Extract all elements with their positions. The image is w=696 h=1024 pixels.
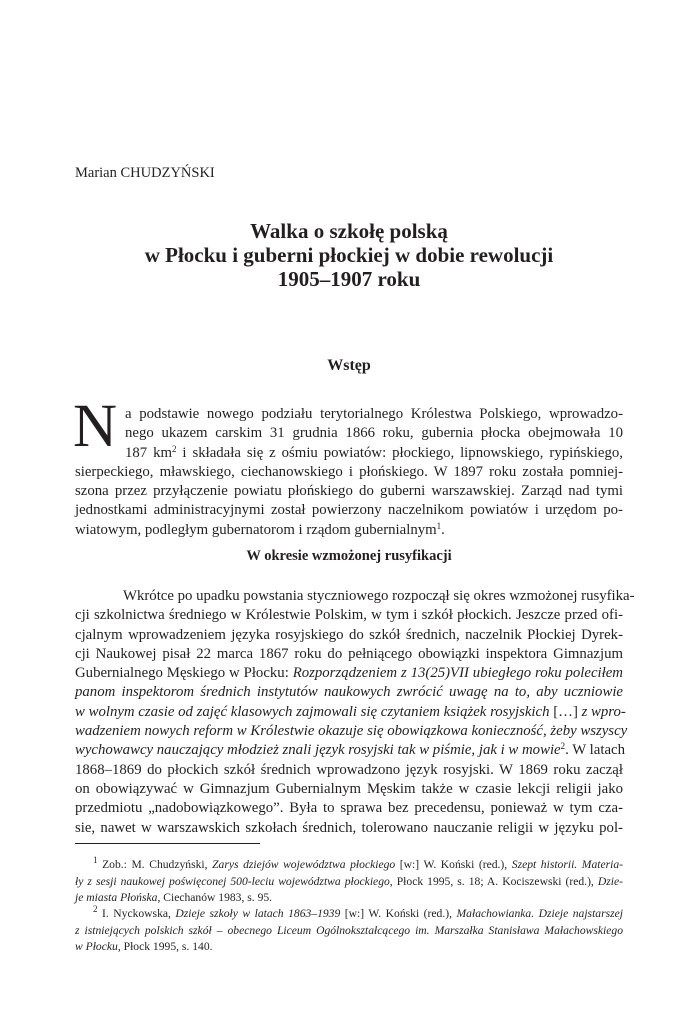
text-line: sie, nawet w warszawskich szkołach średnich, tolerowano nauczanie religii w języku pol- <box>75 819 623 836</box>
text-run: Gubernialnego Męskiego w Płocku: <box>75 665 293 682</box>
footnote-1 <box>75 857 623 907</box>
text-line: Wkrótce po upadku powstania styczniowego rozpoczął się okres wzmożonej rusyfika- <box>123 588 635 604</box>
text-line <box>75 741 623 760</box>
text-line <box>75 444 623 463</box>
quote-text: wadzeniem nowych reform w Królestwie okazuje się obowiązkowa konieczność, żeby wszyscy <box>75 723 628 740</box>
text-run: , Ciechanów 1983, s. 95. <box>157 891 273 904</box>
footnote-line <box>75 939 623 956</box>
text-line <box>75 703 626 722</box>
text-run: . W latach <box>565 742 625 759</box>
section-heading-russification: W okresie wzmożonej rusyfikacji <box>246 548 452 564</box>
footnote-2 <box>75 906 623 956</box>
text-line: a podstawie nowego podziału terytorialnego Królestwa Polskiego, wprowadzo- <box>125 406 623 422</box>
superscript: 2 <box>172 443 177 454</box>
text-run: [w:] W. Koński (red.), <box>340 907 457 920</box>
section-heading-intro: Wstęp <box>327 357 371 374</box>
text-run: I. Nyckowska, <box>97 907 176 920</box>
text-run: je miasta Płońska <box>75 891 158 904</box>
footnote-divider <box>75 843 260 844</box>
text-run: Dzieje szkoły w latach 1863–1939 <box>175 907 341 920</box>
body-paragraph <box>75 587 635 838</box>
title-line-2: w Płocku i guberni płockiej w dobie rewolucji <box>144 243 554 267</box>
author-name: Marian CHUDZYŃSKI <box>75 165 215 181</box>
footnote-line: z istniejących polskich szkół – obecnego Liceum Ogólnokształcącego im. Marszałka Stanisława Małachowskiego <box>75 923 623 937</box>
text-run: w Płocku <box>75 940 118 953</box>
quote-text: wychowawcy nauczający młodzież znali język rosyjski tak w piśmie, jak i w mowie <box>75 742 561 759</box>
text-line: jednostkami administracyjnymi został powierzony naczelnikom powiatów i urzędom po- <box>75 502 623 519</box>
text-line: cji szkolnictwa średniego w Królestwie Polskim, w tym i szkół płockich. Jeszcze przed ofi- <box>75 607 623 624</box>
text-run: , Płock 1995, s. 18; A. Kociszewski (red.), <box>389 874 598 888</box>
footnote-number: 2 <box>93 904 98 914</box>
text-line: cji Naukowej pisał 22 marca 1867 roku do pełniącego obowiązki inspektora Gimnazjum <box>75 645 623 662</box>
text-run: Dzie- <box>597 874 623 888</box>
text-line: 1868–1869 do płockich szkół średnich wprowadzono język rosyjski. W 1869 roku zaczął <box>75 761 623 778</box>
text-line: on obowiązywać w Gimnazjum Gubernialnym Męskim także w czasie lekcji religii jako <box>75 780 623 797</box>
title-line-3: 1905–1907 roku <box>277 267 421 291</box>
intro-paragraph <box>75 405 623 540</box>
text-run: […] <box>549 703 582 720</box>
text-run: ły z sesji naukowej poświęconej 500-leciu województwa płockiego <box>75 874 390 888</box>
drop-cap: N <box>73 393 118 460</box>
text-run: Zob.: M. Chudzyński, <box>97 858 213 871</box>
footnote-line <box>75 890 623 907</box>
footnote-line <box>75 874 623 891</box>
text-line <box>75 521 623 540</box>
footnote-line <box>75 857 623 874</box>
text-line <box>75 664 623 683</box>
text-run: i składała się z ośmiu powiatów: płockiego, lipnowskiego, rypińskiego, <box>176 444 623 461</box>
quote-text: panom inspektorom średnich instytutów naukowych zwrócić uwagę na to, aby uczniowie <box>75 684 623 701</box>
text-run: . <box>441 521 445 538</box>
quote-text: z wpro- <box>581 703 626 720</box>
quote-text: w wolnym czasie od zajęć klasowych zajmowali się czytaniem książek rosyjskich <box>75 703 550 720</box>
text-run: [w:] W. Koński (red.), <box>395 858 512 871</box>
footnote-ref-2[interactable]: 2 <box>560 741 566 752</box>
article-title <box>75 219 623 291</box>
text-run: 187 km <box>125 444 173 461</box>
text-run: Zarys dziejów województwa płockiego <box>212 858 396 871</box>
title-line-1: Walka o szkołę polską <box>250 219 448 243</box>
text-line: szona przez przyłączenie powiatu płońskiego do guberni warszawskiej. Zarząd nad tymi <box>75 483 623 500</box>
footnote-line <box>75 906 623 923</box>
text-line: cjalnym wprowadzeniem języka rosyjskiego do szkół średnich, naczelnik Płockiej Dyrek- <box>75 626 623 643</box>
footnote-ref-1[interactable]: 1 <box>436 520 442 531</box>
footnote-number: 1 <box>93 855 98 865</box>
text-run: , Płock 1995, s. 140. <box>117 940 213 953</box>
text-line: sierpeckiego, mławskiego, ciechanowskiego i płońskiego. W 1897 roku została pomniej- <box>75 463 623 480</box>
text-run: Małachowianka. Dzieje najstarszej <box>456 907 623 920</box>
quote-text: Rozporządzeniem z 13(25)VII ubiegłego roku poleciłem <box>292 665 623 682</box>
text-run: Szept historii. Materia- <box>511 858 623 871</box>
text-line: nego ukazem carskim 31 grudnia 1866 roku, gubernia płocka obejmowała 10 <box>125 425 623 442</box>
text-line: przedmiotu „nadobowiązkowego”. Była to sprawa bez precedensu, ponieważ w tym cza- <box>75 800 623 817</box>
text-run: wiatowym, podległym gubernatorom i rządom gubernialnym <box>75 521 437 538</box>
